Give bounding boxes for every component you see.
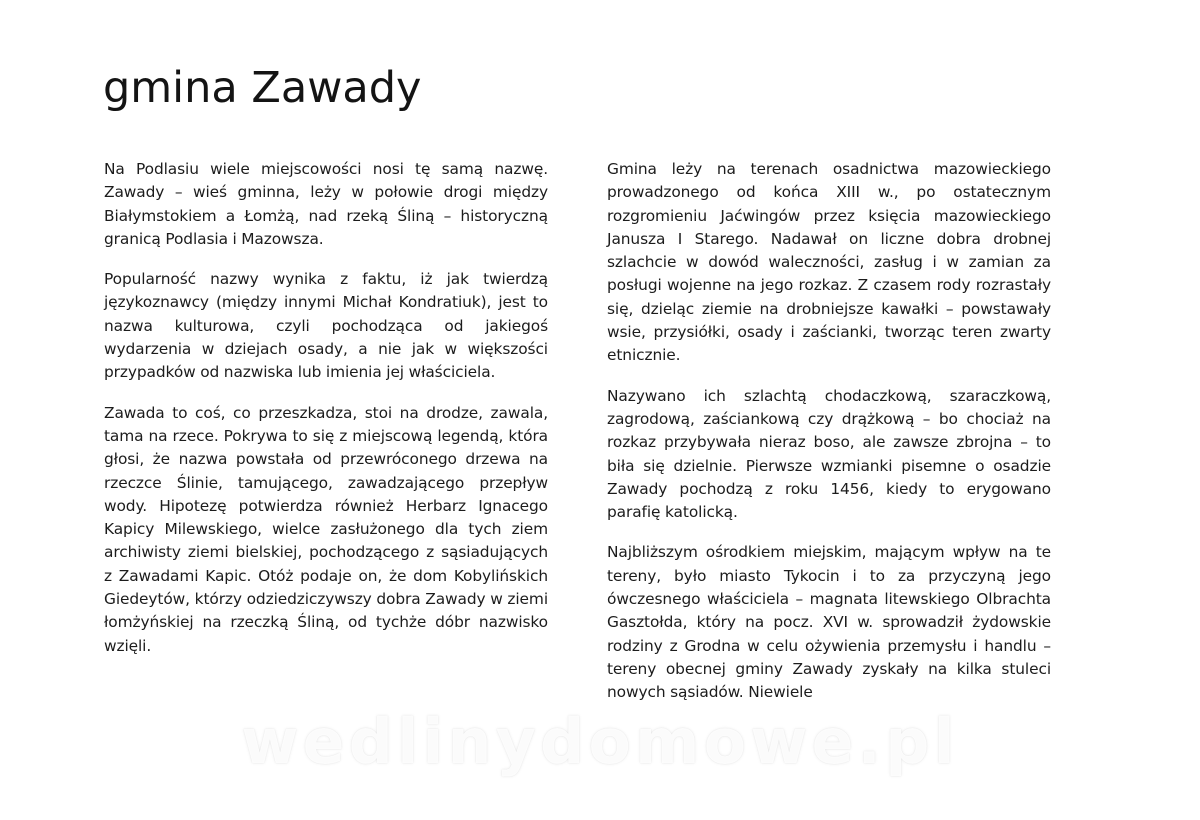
- paragraph: Zawada to coś, co przeszkadza, stoi na drodze, zawala, tama na rzece. Pokrywa to się z miejscową legendą, która głosi, że nazwa powstała od przewróconego drzewa na rzeczce Ślinie, tamującego, zawadzającego przepływ wody. Hipotezę potwierdza również Herbarz Ignacego Kapicy Milewskiego, wielce zasłużonego dla tych ziem archiwisty ziemi bielskiej, pochodzącego z sąsiadujących z Zawadami Kapic. Otóż podaje on, że dom Kobylińskich Giedeytów, którzy odziedziczywszy dobra Zawady w ziemi łomżyńskiej na rzeczką Śliną, od tychże dóbr nazwisko wzięli.: [104, 403, 548, 655]
- page-title: gmina Zawady: [103, 63, 422, 113]
- paragraph: Popularność nazwy wynika z faktu, iż jak twierdzą językoznawcy (między innymi Michał Kondratiuk), jest to nazwa kulturowa, czyli pochodząca od jakiegoś wydarzenia w dziejach osady, a nie jak w większości przypadków od nazwiska lub imienia jej właściciela.: [104, 270, 548, 382]
- watermark: wedlinydomowe.pl: [241, 705, 959, 778]
- paragraph: Najbliższym ośrodkiem miejskim, mającym wpływ na te tereny, było miasto Tykocin i to za przyczyną jego ówczesnego właściciela – magnata litewskiego Olbrachta Gasztołda, który na pocz. XVI w. sprowadził żydowskie rodziny z Grodna w celu ożywienia przemysłu i handlu – tereny obecnej gminy Zawady zyskały na kilka stuleci nowych sąsiadów. Niewiele: [607, 543, 1051, 702]
- paragraph: Na Podlasiu wiele miejscowości nosi tę samą nazwę. Zawady – wieś gminna, leży w połowie drogi między Białymstokiem a Łomżą, nad rzeką Śliną – historyczną granicą Podlasia i Mazowsza.: [104, 160, 548, 248]
- left-text-column: [104, 158, 548, 675]
- right-text-column: [607, 158, 1051, 722]
- paragraph: Nazywano ich szlachtą chodaczkową, szaraczkową, zagrodową, zaściankową czy drążkową – bo chociaż na rozkaz przybywała nieraz boso, ale zawsze zbrojna – to biła się dzielnie. Pierwsze wzmianki pisemne o osadzie Zawady pochodzą z roku 1456, kiedy to erygowano parafię katolicką.: [607, 386, 1051, 522]
- paragraph: Gmina leży na terenach osadnictwa mazowieckiego prowadzonego od końca XIII w., po ostatecznym rozgromieniu Jaćwingów przez księcia mazowieckiego Janusza I Starego. Nadawał on liczne dobra drobnej szlachcie w dowód waleczności, zasług i w zamian za posługi wojenne na jego rozkaz. Z czasem rody rozrastały się, dzieląc ziemie na drobniejsze kawałki – powstawały wsie, przysiółki, osady i zaścianki, tworząc teren zwarty etnicznie.: [607, 160, 1051, 365]
